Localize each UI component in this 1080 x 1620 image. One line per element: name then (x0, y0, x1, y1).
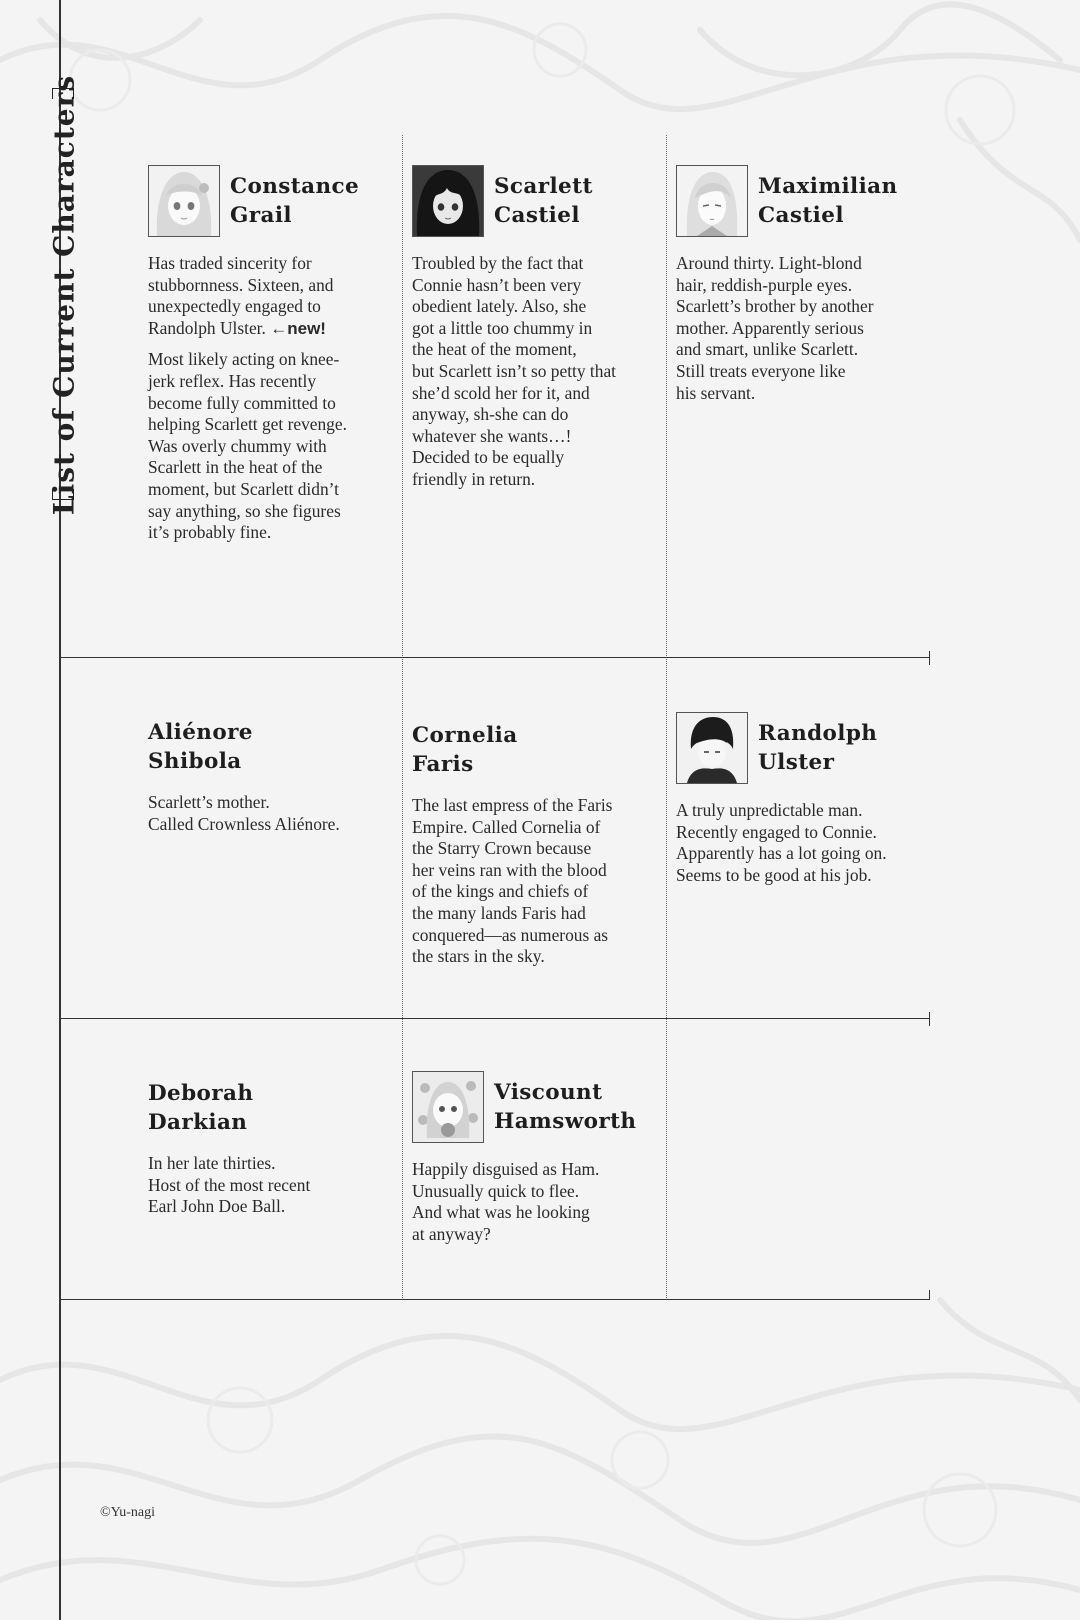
name-line-1: Randolph (758, 721, 878, 746)
character-entry-maximilian (676, 165, 926, 414)
side-title (44, 74, 84, 516)
row-tick-2 (929, 1012, 930, 1026)
character-entry-scarlett (412, 165, 662, 501)
character-entry-cornelia (412, 721, 662, 978)
description-paragraph: A truly unpredictable man. Recently engaged to Connie. Apparently has a lot going on. Seems to be good at his job. (676, 800, 887, 885)
row-divider-1 (60, 657, 930, 658)
title-bracket-bottom (52, 489, 74, 500)
name-line-2: Darkian (148, 1110, 248, 1135)
scarlett-portrait-icon (412, 165, 484, 237)
column-divider-2 (666, 135, 667, 1300)
copyright-notice: ©Yu-nagi (100, 1505, 155, 1520)
maximilian-portrait-icon (676, 165, 748, 237)
randolph-portrait-icon (676, 712, 748, 784)
page-title: List of Current Characters (47, 74, 81, 516)
description-paragraph: Happily disguised as Ham. Unusually quick to flee. And what was he looking at anyway? (412, 1159, 600, 1244)
name-line-1: Maximilian (758, 174, 898, 199)
column-divider-1 (402, 135, 403, 1300)
description-paragraph: Troubled by the fact that Connie hasn’t been very obedient lately. Also, she got a little too chummy in the heat of the moment, but Scarlett isn’t so petty that she’d scold her for it, and anyway, sh-she can do whatever she wants…! Decided to be equally friendly in return. (412, 253, 616, 489)
name-line-1: Deborah (148, 1081, 254, 1106)
character-entry-hamsworth (412, 1071, 662, 1255)
row-divider-3 (60, 1299, 930, 1300)
description-paragraph: In her late thirties. Host of the most recent Earl John Doe Ball. (148, 1153, 311, 1217)
character-entry-constance (148, 165, 393, 554)
name-line-2: Castiel (758, 203, 844, 228)
new-badge: ←new! (270, 318, 326, 338)
description-paragraph: Most likely acting on knee- jerk reflex. Has recently become fully committed to helping Scarlett get revenge. Was overly chummy with Scarlett in the heat of the moment, but Scarlett didn’t say anything, so she figures it’s probably fine. (148, 349, 347, 543)
constance-portrait-icon (148, 165, 220, 237)
name-line-1: Viscount (494, 1080, 603, 1105)
description-paragraph: Scarlett’s mother. Called Crownless Aliénore. (148, 792, 340, 834)
name-line-2: Faris (412, 752, 474, 777)
character-entry-alienore (148, 718, 393, 845)
name-line-1: Aliénore (148, 720, 253, 745)
character-entry-deborah (148, 1079, 393, 1228)
name-line-2: Castiel (494, 203, 580, 228)
character-entry-randolph (676, 712, 926, 896)
row-tick-1 (929, 651, 930, 665)
description-paragraph: The last empress of the Faris Empire. Called Cornelia of the Starry Crown because her veins ran with the blood of the kings and chiefs of the many lands Faris had conquered—as numerous as the stars in the sky. (412, 795, 613, 967)
row-divider-2 (60, 1018, 930, 1019)
name-line-1: Constance (230, 174, 360, 199)
description-paragraph: Has traded sincerity for stubbornness. Sixteen, and unexpectedly engaged to Randolph Ulster. ←new! (148, 253, 334, 338)
hamsworth-portrait-icon (412, 1071, 484, 1143)
name-line-2: Ulster (758, 750, 835, 775)
description-paragraph: Around thirty. Light-blond hair, reddish-purple eyes. Scarlett’s brother by another mother. Apparently serious and smart, unlike Scarlett. Still treats everyone like his servant. (676, 253, 874, 403)
name-line-2: Hamsworth (494, 1109, 637, 1134)
name-line-2: Grail (230, 203, 292, 228)
row-tick-3 (929, 1290, 930, 1300)
name-line-1: Cornelia (412, 723, 518, 748)
name-line-2: Shibola (148, 749, 242, 774)
name-line-1: Scarlett (494, 174, 593, 199)
